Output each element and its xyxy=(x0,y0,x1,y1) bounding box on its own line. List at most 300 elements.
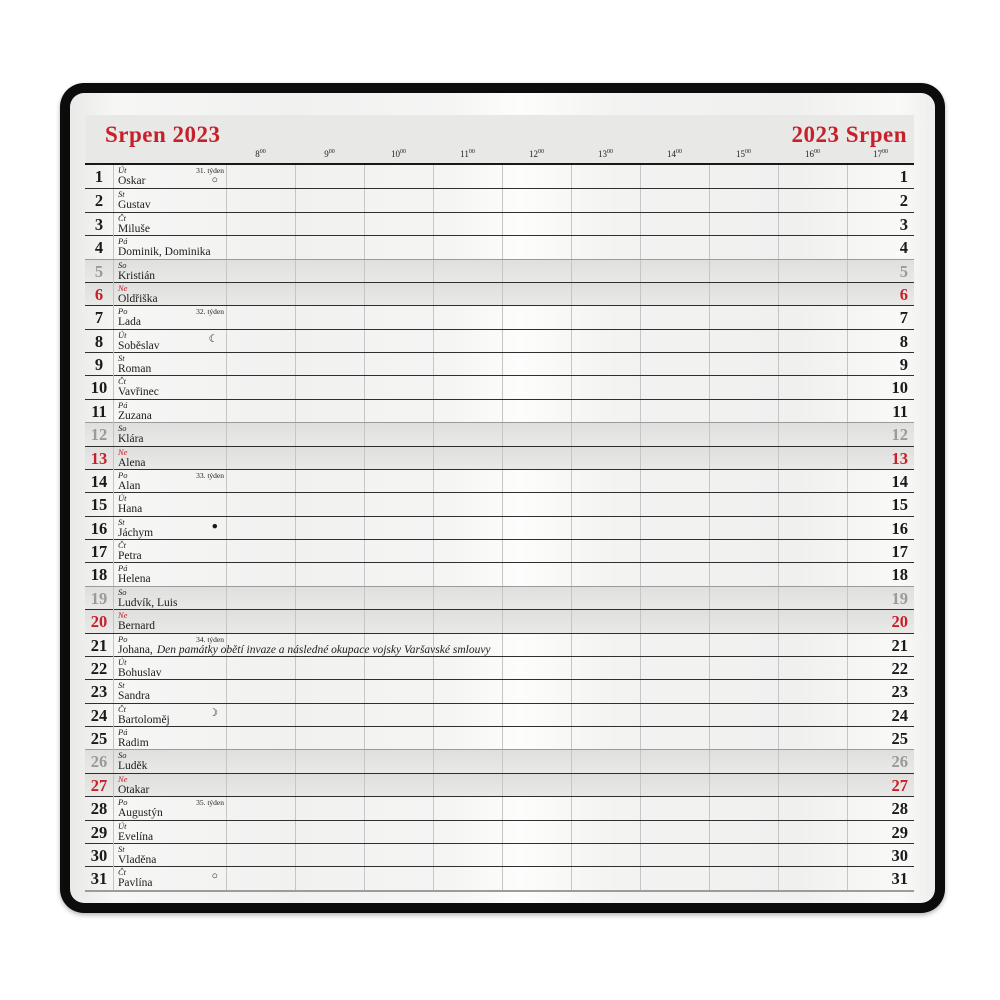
hour-cell xyxy=(433,189,502,212)
hour-cell xyxy=(778,680,847,703)
weekday-abbr: St xyxy=(118,516,125,527)
hour-cell xyxy=(709,774,778,797)
hour-cell xyxy=(502,165,571,188)
hour-cell xyxy=(709,727,778,750)
day-number-left: 4 xyxy=(94,238,104,258)
hour-cell xyxy=(364,680,433,703)
hour-cell-last xyxy=(847,260,914,283)
hour-cell-last xyxy=(847,330,914,353)
hour-cell xyxy=(502,540,571,563)
hour-cell xyxy=(502,423,571,446)
hour-cell xyxy=(502,236,571,259)
hour-cell xyxy=(226,844,295,867)
hour-cell-last xyxy=(847,447,914,470)
hour-cell xyxy=(295,165,364,188)
weekday-abbr: Pá xyxy=(118,727,128,737)
first-quarter-moon-icon: ☽ xyxy=(208,707,218,719)
hour-cell-last xyxy=(847,189,914,212)
hour-cell xyxy=(571,634,640,657)
hour-cell xyxy=(433,376,502,399)
hour-cell-last xyxy=(847,587,914,610)
hour-cell xyxy=(295,704,364,727)
hour-cell xyxy=(571,587,640,610)
day-row xyxy=(85,305,914,328)
hour-cell xyxy=(709,540,778,563)
day-row xyxy=(85,516,914,539)
day-name-cell xyxy=(113,236,226,259)
hour-cell xyxy=(571,727,640,750)
hour-cell xyxy=(226,236,295,259)
hour-cell-last xyxy=(847,704,914,727)
hour-cell xyxy=(709,867,778,890)
hour-cell xyxy=(295,493,364,516)
name-day: Gustav xyxy=(118,199,151,212)
hour-cell xyxy=(571,493,640,516)
hour-cell-last xyxy=(847,283,914,306)
month-title-left: Srpen 2023 xyxy=(105,122,221,147)
week-number-label: 34. týden xyxy=(196,634,224,644)
hour-cell xyxy=(226,517,295,540)
hour-cell xyxy=(709,330,778,353)
hour-cell xyxy=(433,563,502,586)
month-header xyxy=(85,115,914,163)
day-name-cell xyxy=(113,797,226,820)
day-number-right: 23 xyxy=(891,682,908,702)
hour-cell xyxy=(778,330,847,353)
hour-cell xyxy=(226,213,295,236)
hour-cell xyxy=(709,821,778,844)
day-number-left: 7 xyxy=(94,308,104,328)
hour-cell xyxy=(295,517,364,540)
hour-cell-last xyxy=(847,213,914,236)
hour-cell xyxy=(295,540,364,563)
hour-label: $14^{00}$ xyxy=(667,149,682,159)
diary-cover-frame xyxy=(60,83,945,913)
hour-cell xyxy=(502,797,571,820)
hour-cell xyxy=(433,821,502,844)
day-number-left: 21 xyxy=(90,635,108,655)
hour-cell xyxy=(295,330,364,353)
hour-cell xyxy=(502,821,571,844)
hour-cell xyxy=(364,517,433,540)
day-row xyxy=(85,609,914,632)
day-name-cell xyxy=(113,563,226,586)
hour-cell xyxy=(433,236,502,259)
hour-cell xyxy=(640,704,709,727)
hour-cell xyxy=(433,610,502,633)
hour-cell xyxy=(295,680,364,703)
hour-cell xyxy=(433,470,502,493)
hour-cell xyxy=(709,797,778,820)
hour-cell xyxy=(640,797,709,820)
name-day: Miluše xyxy=(118,222,150,235)
day-row xyxy=(85,446,914,469)
hour-cell-last xyxy=(847,750,914,773)
day-row xyxy=(85,656,914,679)
day-number-right: 1 xyxy=(899,167,908,186)
day-row xyxy=(85,820,914,843)
hour-cell xyxy=(640,821,709,844)
hours-row xyxy=(85,148,914,163)
hour-cell xyxy=(295,470,364,493)
hour-cell xyxy=(433,540,502,563)
hour-cell xyxy=(571,283,640,306)
hour-cell xyxy=(364,213,433,236)
hour-cell xyxy=(571,330,640,353)
hour-cell-last xyxy=(847,844,914,867)
weekday-abbr: Čt xyxy=(118,540,127,550)
day-name-cell xyxy=(113,517,226,540)
day-number-left: 2 xyxy=(94,191,104,211)
hour-cell xyxy=(364,189,433,212)
hour-cell xyxy=(640,750,709,773)
hour-cell xyxy=(640,423,709,446)
hour-cell xyxy=(295,283,364,306)
day-row xyxy=(85,492,914,515)
hour-cell xyxy=(778,236,847,259)
hour-cell xyxy=(778,260,847,283)
hour-cell xyxy=(364,423,433,446)
hour-cell xyxy=(502,727,571,750)
hour-cell xyxy=(364,563,433,586)
day-number-right: 29 xyxy=(891,822,908,842)
day-name-cell xyxy=(113,213,226,236)
hour-cell xyxy=(295,213,364,236)
hour-cell xyxy=(226,470,295,493)
day-number-right: 24 xyxy=(891,705,908,725)
name-day: Vladěna xyxy=(118,853,157,866)
day-number-right: 26 xyxy=(891,752,908,772)
hour-cell xyxy=(364,821,433,844)
day-number-left: 13 xyxy=(90,448,108,468)
day-number-left: 30 xyxy=(90,845,108,865)
hour-cell xyxy=(640,680,709,703)
weekday-abbr: St xyxy=(118,353,125,363)
day-name-cell xyxy=(113,423,226,446)
name-day: Petra xyxy=(118,550,142,562)
hour-cell xyxy=(640,165,709,188)
hour-cell xyxy=(364,330,433,353)
hour-cell xyxy=(640,283,709,306)
hour-cell xyxy=(364,704,433,727)
hour-cell-last xyxy=(847,376,914,399)
hour-cell xyxy=(433,750,502,773)
day-row xyxy=(85,773,914,796)
hour-cell xyxy=(640,540,709,563)
hour-cell xyxy=(295,610,364,633)
hour-cell xyxy=(778,470,847,493)
hour-cell xyxy=(433,213,502,236)
hour-cell xyxy=(709,236,778,259)
hour-cell xyxy=(640,213,709,236)
day-name-cell xyxy=(113,774,226,797)
hour-cell xyxy=(571,540,640,563)
day-number-right: 30 xyxy=(891,845,908,865)
hour-label: $11^{00}$ xyxy=(460,149,475,159)
name-day: Radim xyxy=(118,737,149,749)
day-row xyxy=(85,843,914,866)
calendar-content xyxy=(85,115,914,892)
hour-cell-last xyxy=(847,680,914,703)
hour-label: $9^{00}$ xyxy=(324,149,335,159)
weekday-abbr: Út xyxy=(118,165,127,175)
hour-cell xyxy=(778,283,847,306)
name-day: Zuzana xyxy=(118,409,152,422)
hour-cell xyxy=(226,260,295,283)
day-number-right: 13 xyxy=(891,448,908,468)
day-number-left: 8 xyxy=(94,331,104,351)
name-day: Roman xyxy=(118,363,152,375)
hour-cell xyxy=(778,563,847,586)
hour-cell xyxy=(433,165,502,188)
hour-cell xyxy=(433,797,502,820)
hour-cell xyxy=(226,587,295,610)
hour-cell xyxy=(709,213,778,236)
hour-cell xyxy=(709,844,778,867)
hour-cell-last xyxy=(847,165,914,188)
hour-cell xyxy=(226,821,295,844)
weekday-abbr: Po xyxy=(118,797,128,808)
hour-cell xyxy=(226,447,295,470)
day-number-right: 6 xyxy=(899,284,908,304)
weekday-abbr: Ne xyxy=(118,282,128,293)
hour-cell xyxy=(709,657,778,680)
hour-cell xyxy=(433,517,502,540)
day-name-cell xyxy=(113,587,226,610)
hour-cell xyxy=(226,867,295,890)
hour-cell xyxy=(364,657,433,680)
day-number-left: 31 xyxy=(90,869,108,889)
day-name-cell xyxy=(113,283,226,306)
name-day: Bernard xyxy=(118,620,156,633)
hour-cell-last xyxy=(847,563,914,586)
hour-cell xyxy=(295,797,364,820)
day-name-cell xyxy=(113,750,226,773)
name-day: Otakar xyxy=(118,783,150,796)
hour-cell-last xyxy=(847,400,914,423)
day-name-cell xyxy=(113,610,226,633)
hour-cell xyxy=(295,260,364,283)
day-number-left: 28 xyxy=(90,799,108,819)
hour-cell xyxy=(571,423,640,446)
hour-cell xyxy=(226,680,295,703)
weekday-abbr: Po xyxy=(118,633,128,644)
day-number-right: 22 xyxy=(891,658,908,678)
hour-cell xyxy=(778,587,847,610)
hour-cell xyxy=(433,400,502,423)
day-number-left: 9 xyxy=(94,355,104,374)
hour-cell-last xyxy=(847,634,914,657)
day-number-right: 3 xyxy=(899,214,908,234)
hour-cell xyxy=(295,189,364,212)
hour-cell xyxy=(502,213,571,236)
hour-cell xyxy=(226,657,295,680)
day-number-left: 10 xyxy=(90,378,108,398)
hour-cell xyxy=(364,493,433,516)
hour-cell xyxy=(571,867,640,890)
hour-cell xyxy=(709,750,778,773)
hour-cell xyxy=(295,376,364,399)
day-name-cell xyxy=(113,447,226,470)
hour-cell-last xyxy=(847,493,914,516)
day-number-left: 18 xyxy=(90,565,108,585)
hour-cell xyxy=(295,400,364,423)
hour-cell xyxy=(778,610,847,633)
weekday-abbr: Čt xyxy=(118,867,127,878)
hour-cell xyxy=(364,376,433,399)
name-day: Bartoloměj xyxy=(118,713,170,726)
day-name-cell xyxy=(113,470,226,493)
hour-cell xyxy=(571,750,640,773)
day-number-right: 7 xyxy=(899,308,908,328)
hour-cell xyxy=(433,657,502,680)
hour-cell xyxy=(571,447,640,470)
hour-cell xyxy=(502,634,571,657)
day-name-cell xyxy=(113,330,226,353)
hour-cell xyxy=(640,376,709,399)
hour-cell xyxy=(502,563,571,586)
hour-cell xyxy=(295,657,364,680)
hour-cell xyxy=(709,563,778,586)
hour-label: $12^{00}$ xyxy=(529,149,544,159)
hour-cell-last xyxy=(847,797,914,820)
name-day: Lada xyxy=(118,316,141,329)
day-name-cell xyxy=(113,704,226,727)
name-day: Helena xyxy=(118,573,151,586)
hour-cell xyxy=(433,353,502,376)
hour-cell xyxy=(364,727,433,750)
hour-cell xyxy=(778,165,847,188)
hour-cell xyxy=(295,306,364,329)
day-number-left: 29 xyxy=(90,822,108,842)
hour-cell xyxy=(226,376,295,399)
hour-cell xyxy=(640,867,709,890)
day-number-right: 27 xyxy=(891,775,908,795)
hour-cell xyxy=(640,260,709,283)
hour-cell xyxy=(295,727,364,750)
hour-cell xyxy=(502,189,571,212)
hour-cell xyxy=(295,844,364,867)
day-row xyxy=(85,749,914,772)
hour-cell xyxy=(709,423,778,446)
hour-cell xyxy=(571,821,640,844)
hour-cell xyxy=(364,844,433,867)
hour-cell xyxy=(226,774,295,797)
hour-cell xyxy=(295,236,364,259)
hour-cell xyxy=(502,447,571,470)
day-number-left: 23 xyxy=(90,682,108,702)
day-number-right: 25 xyxy=(891,729,908,748)
day-number-right: 14 xyxy=(891,471,908,491)
hour-cell xyxy=(502,306,571,329)
hour-cell xyxy=(502,704,571,727)
hour-cell xyxy=(433,330,502,353)
day-number-right: 31 xyxy=(891,869,908,889)
hour-cell xyxy=(778,704,847,727)
day-row xyxy=(85,703,914,726)
hour-cell xyxy=(778,353,847,376)
holiday-note: Den památky obětí invaze a následné okupace vojsky Varšavské smlouvy xyxy=(156,643,491,656)
day-number-left: 19 xyxy=(90,588,108,608)
name-day: Kristián xyxy=(118,269,156,282)
hour-cell xyxy=(433,867,502,890)
hour-cell xyxy=(571,189,640,212)
hour-cell xyxy=(778,821,847,844)
hour-cell xyxy=(226,704,295,727)
hour-cell xyxy=(709,704,778,727)
hour-label: $13^{00}$ xyxy=(598,149,613,159)
day-row xyxy=(85,586,914,609)
hour-cell xyxy=(364,867,433,890)
weekday-abbr: Po xyxy=(118,469,128,480)
hour-cell xyxy=(778,750,847,773)
hour-cell xyxy=(778,867,847,890)
day-name-cell xyxy=(113,493,226,516)
hour-cell xyxy=(778,774,847,797)
hour-cell xyxy=(571,704,640,727)
day-row xyxy=(85,539,914,562)
hour-label: $16^{00}$ xyxy=(805,149,820,159)
day-number-left: 22 xyxy=(90,658,108,678)
hour-cell xyxy=(433,844,502,867)
name-day: Klára xyxy=(118,433,144,446)
hour-cell xyxy=(433,774,502,797)
hour-cell xyxy=(640,236,709,259)
hour-cell xyxy=(571,213,640,236)
hour-cell-last xyxy=(847,867,914,890)
day-number-right: 12 xyxy=(891,425,908,445)
hour-cell xyxy=(502,517,571,540)
weekday-abbr: So xyxy=(118,423,127,434)
weekday-abbr: Ne xyxy=(118,773,128,784)
full-moon-icon: ○ xyxy=(211,871,218,883)
day-number-left: 6 xyxy=(94,284,104,304)
hour-cell xyxy=(640,634,709,657)
hour-cell xyxy=(709,470,778,493)
hour-cell xyxy=(502,260,571,283)
day-name-cell xyxy=(113,353,226,376)
hour-cell xyxy=(364,447,433,470)
hour-cell xyxy=(640,844,709,867)
day-row xyxy=(85,165,914,188)
diary-page xyxy=(70,93,935,903)
weekday-abbr: So xyxy=(118,259,127,270)
hour-cell xyxy=(502,283,571,306)
hour-cell xyxy=(709,610,778,633)
week-number-label: 33. týden xyxy=(196,470,224,480)
day-name-cell xyxy=(113,189,226,212)
hour-cell xyxy=(502,400,571,423)
day-row xyxy=(85,633,914,656)
day-number-right: 11 xyxy=(892,401,908,421)
weekday-abbr: Út xyxy=(118,820,127,831)
hour-cell xyxy=(502,844,571,867)
hour-cell xyxy=(571,376,640,399)
day-number-left: 27 xyxy=(90,775,108,795)
hour-cell xyxy=(226,283,295,306)
hour-cell xyxy=(709,517,778,540)
hour-cell xyxy=(778,423,847,446)
hour-cell xyxy=(295,821,364,844)
name-day: Oskar xyxy=(118,175,146,188)
hour-cell xyxy=(640,727,709,750)
name-day: Dominik, Dominika xyxy=(118,246,211,259)
calendar-table xyxy=(85,163,914,892)
hour-cell xyxy=(226,330,295,353)
day-number-right: 20 xyxy=(891,612,908,632)
hour-cell-last xyxy=(847,236,914,259)
hour-cell-last xyxy=(847,517,914,540)
